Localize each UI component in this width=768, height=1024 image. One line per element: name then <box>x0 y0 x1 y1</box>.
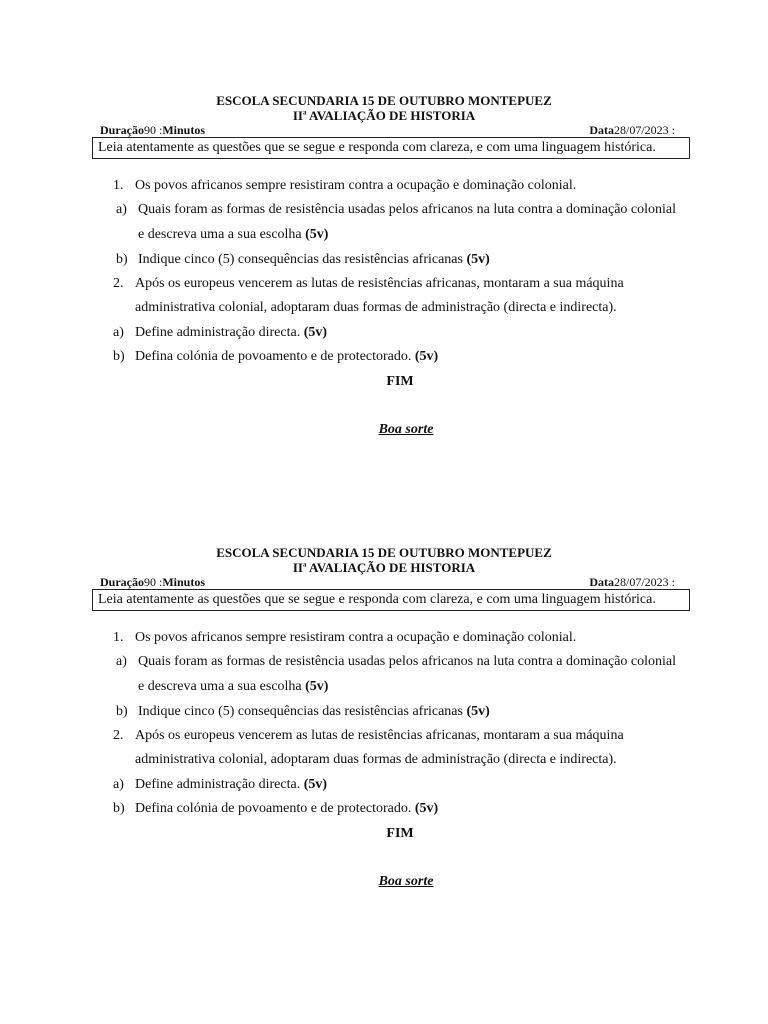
question-text: Quais foram as formas de resistência usadas pelos africanos na luta contra a dominação colonial <box>138 654 677 669</box>
question-mark: b) <box>116 252 128 267</box>
question-1a <box>116 653 676 671</box>
points: (5v) <box>414 801 439 816</box>
question-mark: a) <box>116 654 127 669</box>
duration-label: Duração <box>100 123 144 137</box>
duration <box>100 575 205 590</box>
title-superscript: a <box>302 560 307 569</box>
question-mark: b) <box>113 349 125 364</box>
question-2-continued <box>135 299 617 317</box>
question-2a <box>113 324 327 342</box>
question-text: Após os europeus vencerem as lutas de resistências africanas, montaram a sua máquina <box>135 276 624 291</box>
question-2 <box>113 727 624 745</box>
school-name: ESCOLA SECUNDARIA 15 DE OUTUBRO MONTEPUEZ <box>216 93 552 108</box>
question-2a <box>113 776 327 794</box>
exam-sheet-1 <box>0 0 768 440</box>
points: (5v) <box>303 777 328 792</box>
end-marker: FIM <box>386 826 414 841</box>
question-text: administrativa colonial, adoptaram duas formas de administração (directa e indirecta). <box>135 752 617 767</box>
points: (5v) <box>303 325 328 340</box>
question-2b <box>113 800 438 818</box>
instructions-box: Leia atentamente as questões que se segue e responda com clareza, e com uma linguagem histórica. <box>92 589 690 611</box>
question-mark: b) <box>116 704 128 719</box>
question-1b <box>116 703 490 721</box>
question-text: Indique cinco (5) consequências das resistências africanas <box>138 252 467 267</box>
duration-value: 90 : <box>144 575 163 589</box>
question-2 <box>113 275 624 293</box>
question-text: Indique cinco (5) consequências das resistências africanas <box>138 704 467 719</box>
date-label: Data <box>589 575 614 589</box>
good-luck: Boa sorte <box>378 422 434 437</box>
title-prefix: II <box>292 560 303 575</box>
question-mark: a) <box>116 202 127 217</box>
date-value: 28/07/2023 : <box>613 123 675 137</box>
question-text: Defina colónia de povoamento e de protectorado. <box>135 801 415 816</box>
points: (5v) <box>305 679 329 694</box>
question-text: e descreva uma a sua escolha <box>138 227 306 242</box>
question-2-continued <box>135 751 617 769</box>
title-prefix: II <box>292 108 303 123</box>
date-label: Data <box>589 123 614 137</box>
question-text: Os povos africanos sempre resistiram contra a ocupação e dominação colonial. <box>135 178 577 193</box>
duration-unit: Minutos <box>162 575 206 589</box>
exam-sheet-2 <box>0 452 768 892</box>
duration-value: 90 : <box>144 123 163 137</box>
question-2b <box>113 348 438 366</box>
exam-title <box>0 108 768 124</box>
instructions-box: Leia atentamente as questões que se segue e responda com clareza, e com uma linguagem histórica. <box>92 137 690 159</box>
question-text: Define administração directa. <box>135 777 304 792</box>
question-number: 2. <box>113 276 124 291</box>
question-mark: a) <box>113 777 124 792</box>
question-number: 1. <box>113 630 124 645</box>
duration-label: Duração <box>100 575 144 589</box>
question-text: Define administração directa. <box>135 325 304 340</box>
question-1 <box>113 629 576 647</box>
exam-title <box>0 560 768 576</box>
school-name: ESCOLA SECUNDARIA 15 DE OUTUBRO MONTEPUEZ <box>216 545 552 560</box>
points: (5v) <box>414 349 439 364</box>
question-mark: b) <box>113 801 125 816</box>
end-marker: FIM <box>386 374 414 389</box>
question-text: Os povos africanos sempre resistiram contra a ocupação e dominação colonial. <box>135 630 577 645</box>
question-text: e descreva uma a sua escolha <box>138 679 306 694</box>
date <box>589 575 675 590</box>
question-number: 1. <box>113 178 124 193</box>
question-number: 2. <box>113 728 124 743</box>
title-rest: AVALIAÇÃO DE HISTORIA <box>306 560 476 575</box>
question-1a <box>116 201 676 219</box>
question-1b <box>116 251 490 269</box>
question-mark: a) <box>113 325 124 340</box>
question-text: administrativa colonial, adoptaram duas formas de administração (directa e indirecta). <box>135 300 617 315</box>
meta-row <box>100 575 675 590</box>
duration <box>100 123 205 138</box>
question-text: Defina colónia de povoamento e de protectorado. <box>135 349 415 364</box>
title-superscript: a <box>302 108 307 117</box>
title-rest: AVALIAÇÃO DE HISTORIA <box>306 108 476 123</box>
date-value: 28/07/2023 : <box>613 575 675 589</box>
question-text: Quais foram as formas de resistência usadas pelos africanos na luta contra a dominação colonial <box>138 202 677 217</box>
points: (5v) <box>466 704 490 719</box>
question-text: Após os europeus vencerem as lutas de resistências africanas, montaram a sua máquina <box>135 728 624 743</box>
duration-unit: Minutos <box>162 123 206 137</box>
question-1a-continued <box>138 678 328 696</box>
date <box>589 123 675 138</box>
good-luck: Boa sorte <box>378 874 434 889</box>
points: (5v) <box>305 227 329 242</box>
meta-row <box>100 123 675 138</box>
question-1 <box>113 177 576 195</box>
question-1a-continued <box>138 226 328 244</box>
points: (5v) <box>466 252 490 267</box>
